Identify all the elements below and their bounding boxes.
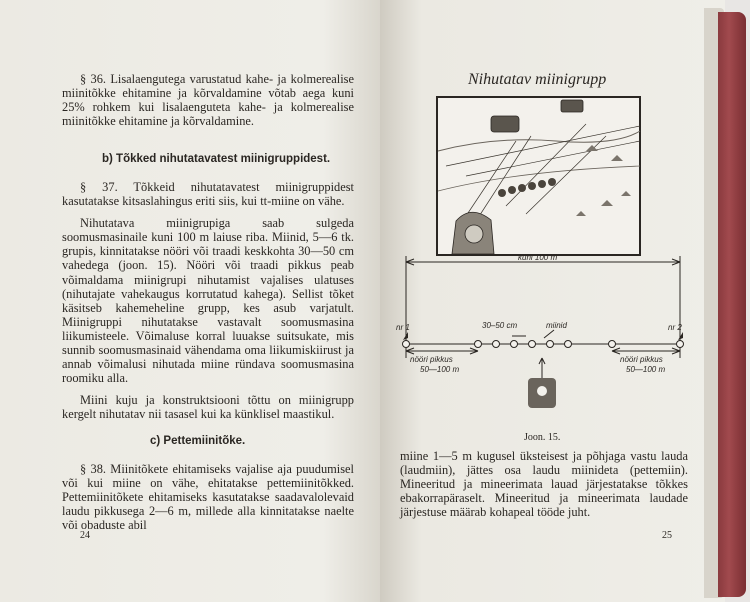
page-number-left: 24 — [80, 530, 90, 541]
node1-label: nr 1 — [396, 323, 410, 332]
paragraph-37: § 37. Tõkkeid nihutatavatest miinigruppidest kasutatakse kitsaslahingus eriti siis, kui tt-miine on vähe. — [62, 180, 354, 209]
paragraph-37b: Nihutatava miinigrupiga saab sulgeda soomusmasinaile kuni 100 m laiuse riba. Miinid, 5—6 tk. grupis, kinnitatakse nööri või traadi keskkohta 30—50 cm vahedega (joon. 15). Nööri või traadi pikkus peab võimaldama miinigrupi nihutamist vajalises ulatuses (nihutajate vahekaugus korrutatud kahega). Sellist tõket käsitseb kahemeheline grupp, kes asub varjatult. Miinigruppi nihutatakse vastavalt soomusmasina liikumisteele. Võimaluse korral luuakse suitsukate, mis sunnib soomusmasinaid vähendama oma liikumiskiirust ja annab võimalusi nihutada miine ründava soomusmasina roomiku alla. — [62, 216, 354, 386]
right-page — [380, 0, 725, 602]
minefield-illustration — [436, 96, 641, 256]
right-text — [400, 449, 688, 519]
page-number-right: 25 — [662, 530, 672, 541]
heading-b: b) Tõkked nihutatavatest miinigruppidest. — [102, 153, 331, 165]
paragraph-37c: Miini kuju ja konstruktsiooni tõttu on miinigrupp kergelt nihutatav nii tasasel kui ka künklisel maastikul. — [62, 393, 354, 422]
paragraph-36: § 36. Lisalaengutega varustatud kahe- ja kolmerealise miinitõkke ehitamine ja kõrvaldamine võtab aega kuni 25% rohkem kui lisalaenguteta kahe- ja kolmerealise miinitõkke ehitamine ja kõrvaldamine. — [62, 72, 354, 129]
left-text-bottom — [62, 462, 354, 532]
paragraph-right: miine 1—5 m kugusel üksteisest ja põhjaga vastu lauda (laudmiin), jättes osa laudu miinideta (pettemiin). Mineeritud ja mineerimata lauad järjestatakse tõkkes ebakorrapäraselt. Mineeritud ja mineerimata laudade järjestuse määrab kohapeal tööde juht. — [400, 449, 688, 520]
mines-label: miinid — [546, 321, 567, 330]
heading-c: c) Pettemiinitõke. — [150, 435, 246, 447]
range-left-label: 50—100 m — [420, 365, 460, 374]
figure-title: Nihutatav miinigrupp — [468, 71, 607, 88]
left-text-top — [62, 72, 354, 128]
range-right-label: 50—100 m — [626, 365, 666, 374]
rope-left-label: nööri pikkus — [410, 355, 453, 364]
figure-caption: Joon. 15. — [524, 432, 561, 443]
node2-label: nr 2 — [668, 323, 682, 332]
paragraph-38: § 38. Miinitõkete ehitamiseks vajalise aja puudumisel või kui miine on vähe, ehitatakse pettemiinitõkked. Pettemiinitõkete ehitamiseks kasutatakse saadavalolevaid laudu pikkusega 2—6 m, millede alla kinnitatakse naelte või obaduste abil — [62, 462, 354, 533]
rope-right-label: nööri pikkus — [620, 355, 663, 364]
width-label: kuni 100 m — [518, 253, 558, 262]
book-cover-edge — [718, 12, 746, 597]
left-text-middle — [62, 180, 354, 422]
spacing-label: 30–50 cm — [482, 321, 518, 330]
mine-group-diagram — [394, 248, 704, 428]
